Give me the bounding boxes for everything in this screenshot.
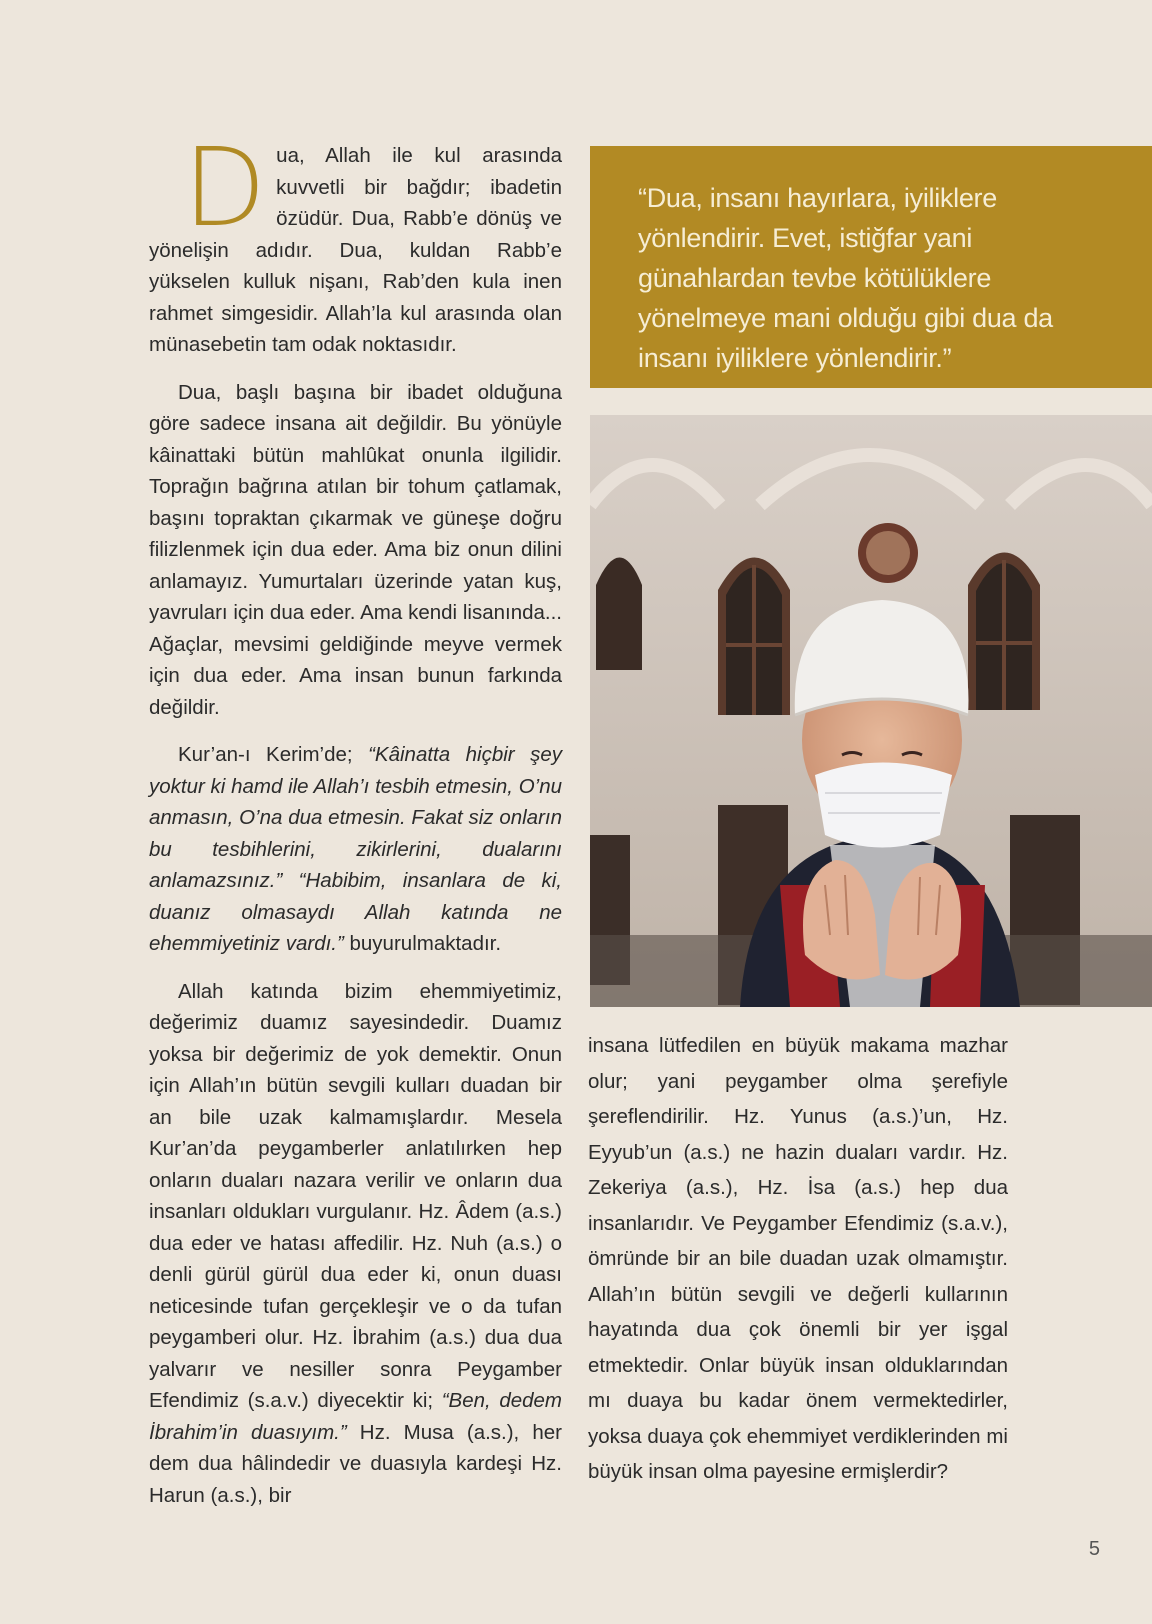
page-number: 5	[1088, 1538, 1100, 1560]
paragraph-intro-text: ua, Allah ile kul arasında kuvvetli bir bağdır; ibadetin özüdür. Dua, Rabb’e dönüş ve yönelişin adıdır. Dua, kuldan Rabb’e yükselen kulluk nişanı, Rab’den kula inen rahmet simgesidir. Allah’la kul arasında olan münasebetin tam odak noktasıdır.	[149, 144, 562, 356]
hadith-quote: “Ben, dedem İbrahim’in duasıyım.”	[149, 1389, 563, 1444]
paragraph-intro	[149, 126, 562, 361]
quran-verse: “Kâinatta hiçbir şey yoktur ki hamd ile Allah’ı tesbih etmesin, O’nu anmasın, O’na dua etmesin. Fakat siz onların bu tesbihlerini, zikirlerini, dualarını anlamazsınız.” “Habibim, insanlara de ki, duanız olmasaydı Allah katında ne ehemmiyetiniz vardı.”	[149, 743, 562, 955]
pull-quote-text: “Dua, insanı hayırlara, iyiliklere yönlendirir. Evet, istiğfar yani günahlardan tevbe kötülüklere yönelmeye mani olduğu gibi dua da insanı iyiliklere yönlendirir.”	[638, 183, 1053, 373]
prophets-tail: Hz. Musa (a.s.), her dem dua hâlindedir ve duasıyla kardeşi Hz. Harun (a.s.), bir	[149, 1420, 562, 1507]
right-text-column	[588, 1028, 1008, 1490]
prophets-lead: Allah katında bizim ehemmiyetimiz, değerimiz duamız sayesindedir. Duamız yoksa bir değerimiz de yok demektir. Onun için Allah’ın bütün sevgili kulları duadan bir an bile uzak kalmamışlardır. Mesela Kur’an’da peygamberler anlatılırken hep onların duaları nazara verilir ve onların dua insanları oldukları vurgulanır. Hz. Âdem (a.s.) dua eder ve hatası affedilir. Hz. Nuh (a.s.) o denli gürül gürül dua eder ki, onun duası neticesinde tufan gerçekleşir ve o da tufan peygamberi olur. Hz. İbrahim (a.s.) dua dua yalvarır ve nesiller sonra Peygamber Efendimiz (s.a.v.) diyecektir ki;	[149, 979, 562, 1412]
quote-tail: buyurulmaktadır.	[343, 932, 502, 955]
pull-quote-box	[590, 146, 1152, 388]
paragraph-prophets	[149, 976, 562, 1512]
drop-cap: D	[183, 126, 267, 251]
quote-lead: Kur’an-ı Kerim’de;	[178, 743, 369, 766]
left-text-column	[149, 126, 563, 1527]
paragraph-quran-quote	[149, 739, 562, 960]
paragraph-continuation: insana lütfedilen en büyük makama mazhar olur; yani peygamber olma şerefiyle şereflendirilir. Hz. Yunus (a.s.)’un, Hz. Eyyub’un (a.s.) ne hazin duaları vardır. Hz. Zekeriya (a.s.), Hz. İsa (a.s.) hep dua insanlarıdır. Ve Peygamber Efendimiz (s.a.v.), ömründe bir an bile duadan uzak olmamıştır. Allah’ın bütün sevgili ve değerli kullarının hayatında dua çok önemli bir yer işgal etmektedir. Onlar büyük insan olduklarından mı duaya bu kadar önem vermektedirler, yoksa duaya çok ehemmiyet verdiklerinden mi büyük insan olma payesine ermişlerdir?	[588, 1034, 1008, 1483]
paragraph-creation: Dua, başlı başına bir ibadet olduğuna göre sadece insana ait değildir. Bu yönüyle kâinattaki bütün mahlûkat onunla ilgilidir. Toprağın bağrına atılan bir tohum çatlamak, başını topraktan çıkarmak ve güneşe doğru filizlenmek için dua eder. Ama biz onun dilini anlamayız. Yumurtaları üzerinde yatan kuş, yavruları için dua eder. Ama kendi lisanında... Ağaçlar, mevsimi geldiğinde meyve vermek için dua eder. Ama insan bunun farkında değildir.	[149, 380, 562, 719]
praying-child-photo	[590, 415, 1152, 1007]
